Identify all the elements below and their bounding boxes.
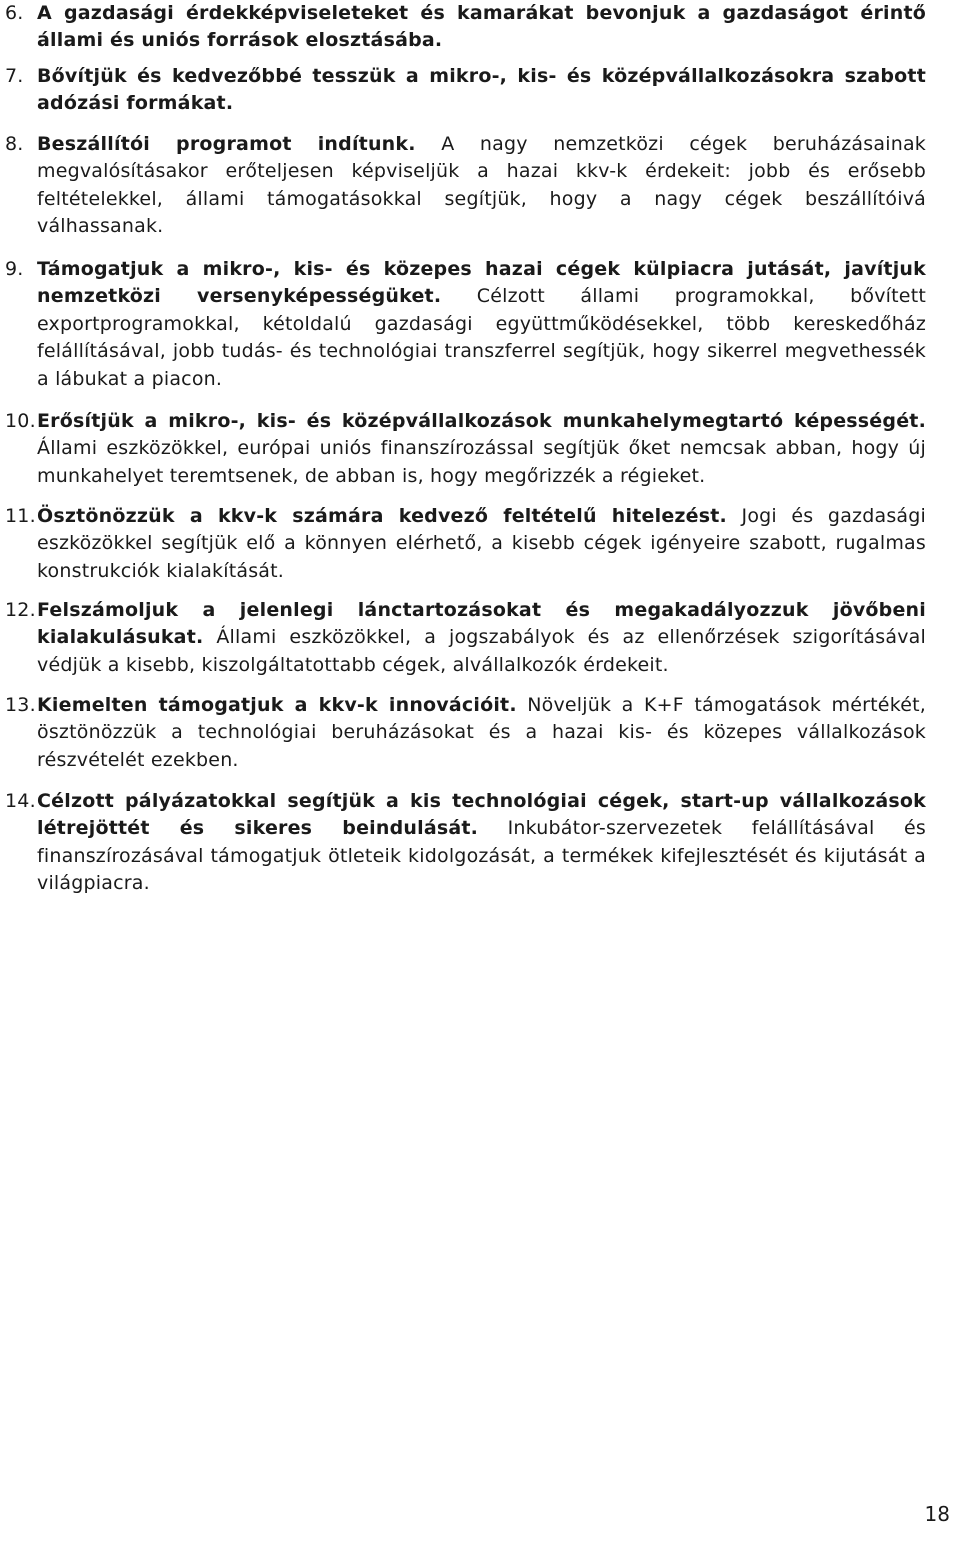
list-item (0, 788, 960, 898)
item-content (37, 692, 926, 774)
item-content (37, 408, 926, 490)
item-body: Növeljük a K+F támogatások mértékét, ösztönözzük a technológiai beruházásokat és a hazai kis- és közepes vállalkozások részvételét ezekben. (37, 694, 927, 771)
item-lead: Támogatjuk a mikro-, kis- és közepes hazai cégek külpiacra jutását, javítjuk nemzetközi versenyképességüket. (37, 258, 926, 308)
item-body: Állami eszközökkel, a jogszabályok és az ellenőrzések szigorításával védjük a kisebb, kiszolgáltatottabb cégek, alvállalkozók érdekeit. (37, 626, 926, 676)
list-item (0, 408, 960, 490)
list-item (0, 256, 960, 393)
item-body: Célzott állami programokkal, bővített exportprogramokkal, kétoldalú gazdasági együttműködésekkel, több kereskedőház felállításával, jobb tudás- és technológiai transzferrel segítjük, hogy sikerrel megvethessék a lábukat a piacon. (37, 285, 926, 390)
item-number: 7. (5, 65, 24, 87)
item-content (37, 503, 926, 585)
item-number: 12. (5, 599, 36, 621)
item-content (37, 256, 926, 393)
item-content (37, 788, 926, 898)
item-content (37, 597, 926, 679)
item-lead: Célzott pályázatokkal segítjük a kis technológiai cégek, start-up vállalkozások létrejöttét és sikeres beindulását. (37, 790, 926, 840)
item-number: 14. (5, 790, 36, 812)
item-body: Állami eszközökkel, európai uniós finanszírozással segítjük őket nemcsak abban, hogy új munkahelyet teremtsenek, de abban is, hogy megőrizzék a régieket. (37, 437, 926, 487)
item-lead: Felszámoljuk a jelenlegi lánctartozásokat és megakadályozzuk jövőbeni kialakulásukat. (37, 599, 926, 649)
item-content (37, 131, 926, 241)
item-lead: Erősítjük a mikro-, kis- és középvállalkozások munkahelymegtartó képességét. (37, 410, 926, 432)
page-number: 18 (924, 1502, 950, 1526)
item-lead: A gazdasági érdekképviseleteket és kamarákat bevonjuk a gazdaságot érintő állami és uniós források elosztásába. (37, 2, 926, 52)
item-lead: Bővítjük és kedvezőbbé tesszük a mikro-, kis- és középvállalkozásokra szabott adózási formákat. (37, 65, 926, 115)
item-number: 13. (5, 694, 36, 716)
item-lead: Ösztönözzük a kkv-k számára kedvező feltételű hitelezést. (37, 505, 727, 527)
list-item (0, 63, 960, 118)
list-item (0, 131, 960, 241)
item-lead: Beszállítói programot indítunk. (37, 133, 416, 155)
item-body: A nagy nemzetközi cégek beruházásainak megvalósításakor erőteljesen képviseljük a hazai kkv-k érdekeit: jobb és erősebb feltételekkel, állami támogatásokkal segítjük, hogy a nagy cégek beszállítóivá válhassanak. (37, 133, 926, 238)
item-number: 11. (5, 505, 36, 527)
item-content (37, 0, 926, 55)
item-number: 9. (5, 258, 24, 280)
item-content (37, 63, 926, 118)
list-item (0, 692, 960, 774)
item-body: Jogi és gazdasági eszközökkel segítjük elő a könnyen elérhető, a kisebb cégek igényeire szabott, rugalmas konstrukciók kialakítását. (37, 505, 926, 582)
list-item (0, 503, 960, 585)
item-number: 8. (5, 133, 24, 155)
list-item (0, 597, 960, 679)
item-body: Inkubátor-szervezetek felállításával és finanszírozásával támogatjuk ötleteik kidolgozását, a termékek kifejlesztését és kijutását a világpiacra. (37, 817, 926, 895)
list-item (0, 0, 960, 55)
item-lead: Kiemelten támogatjuk a kkv-k innovációit. (37, 694, 517, 716)
item-number: 10. (5, 410, 36, 432)
item-number: 6. (5, 2, 24, 24)
